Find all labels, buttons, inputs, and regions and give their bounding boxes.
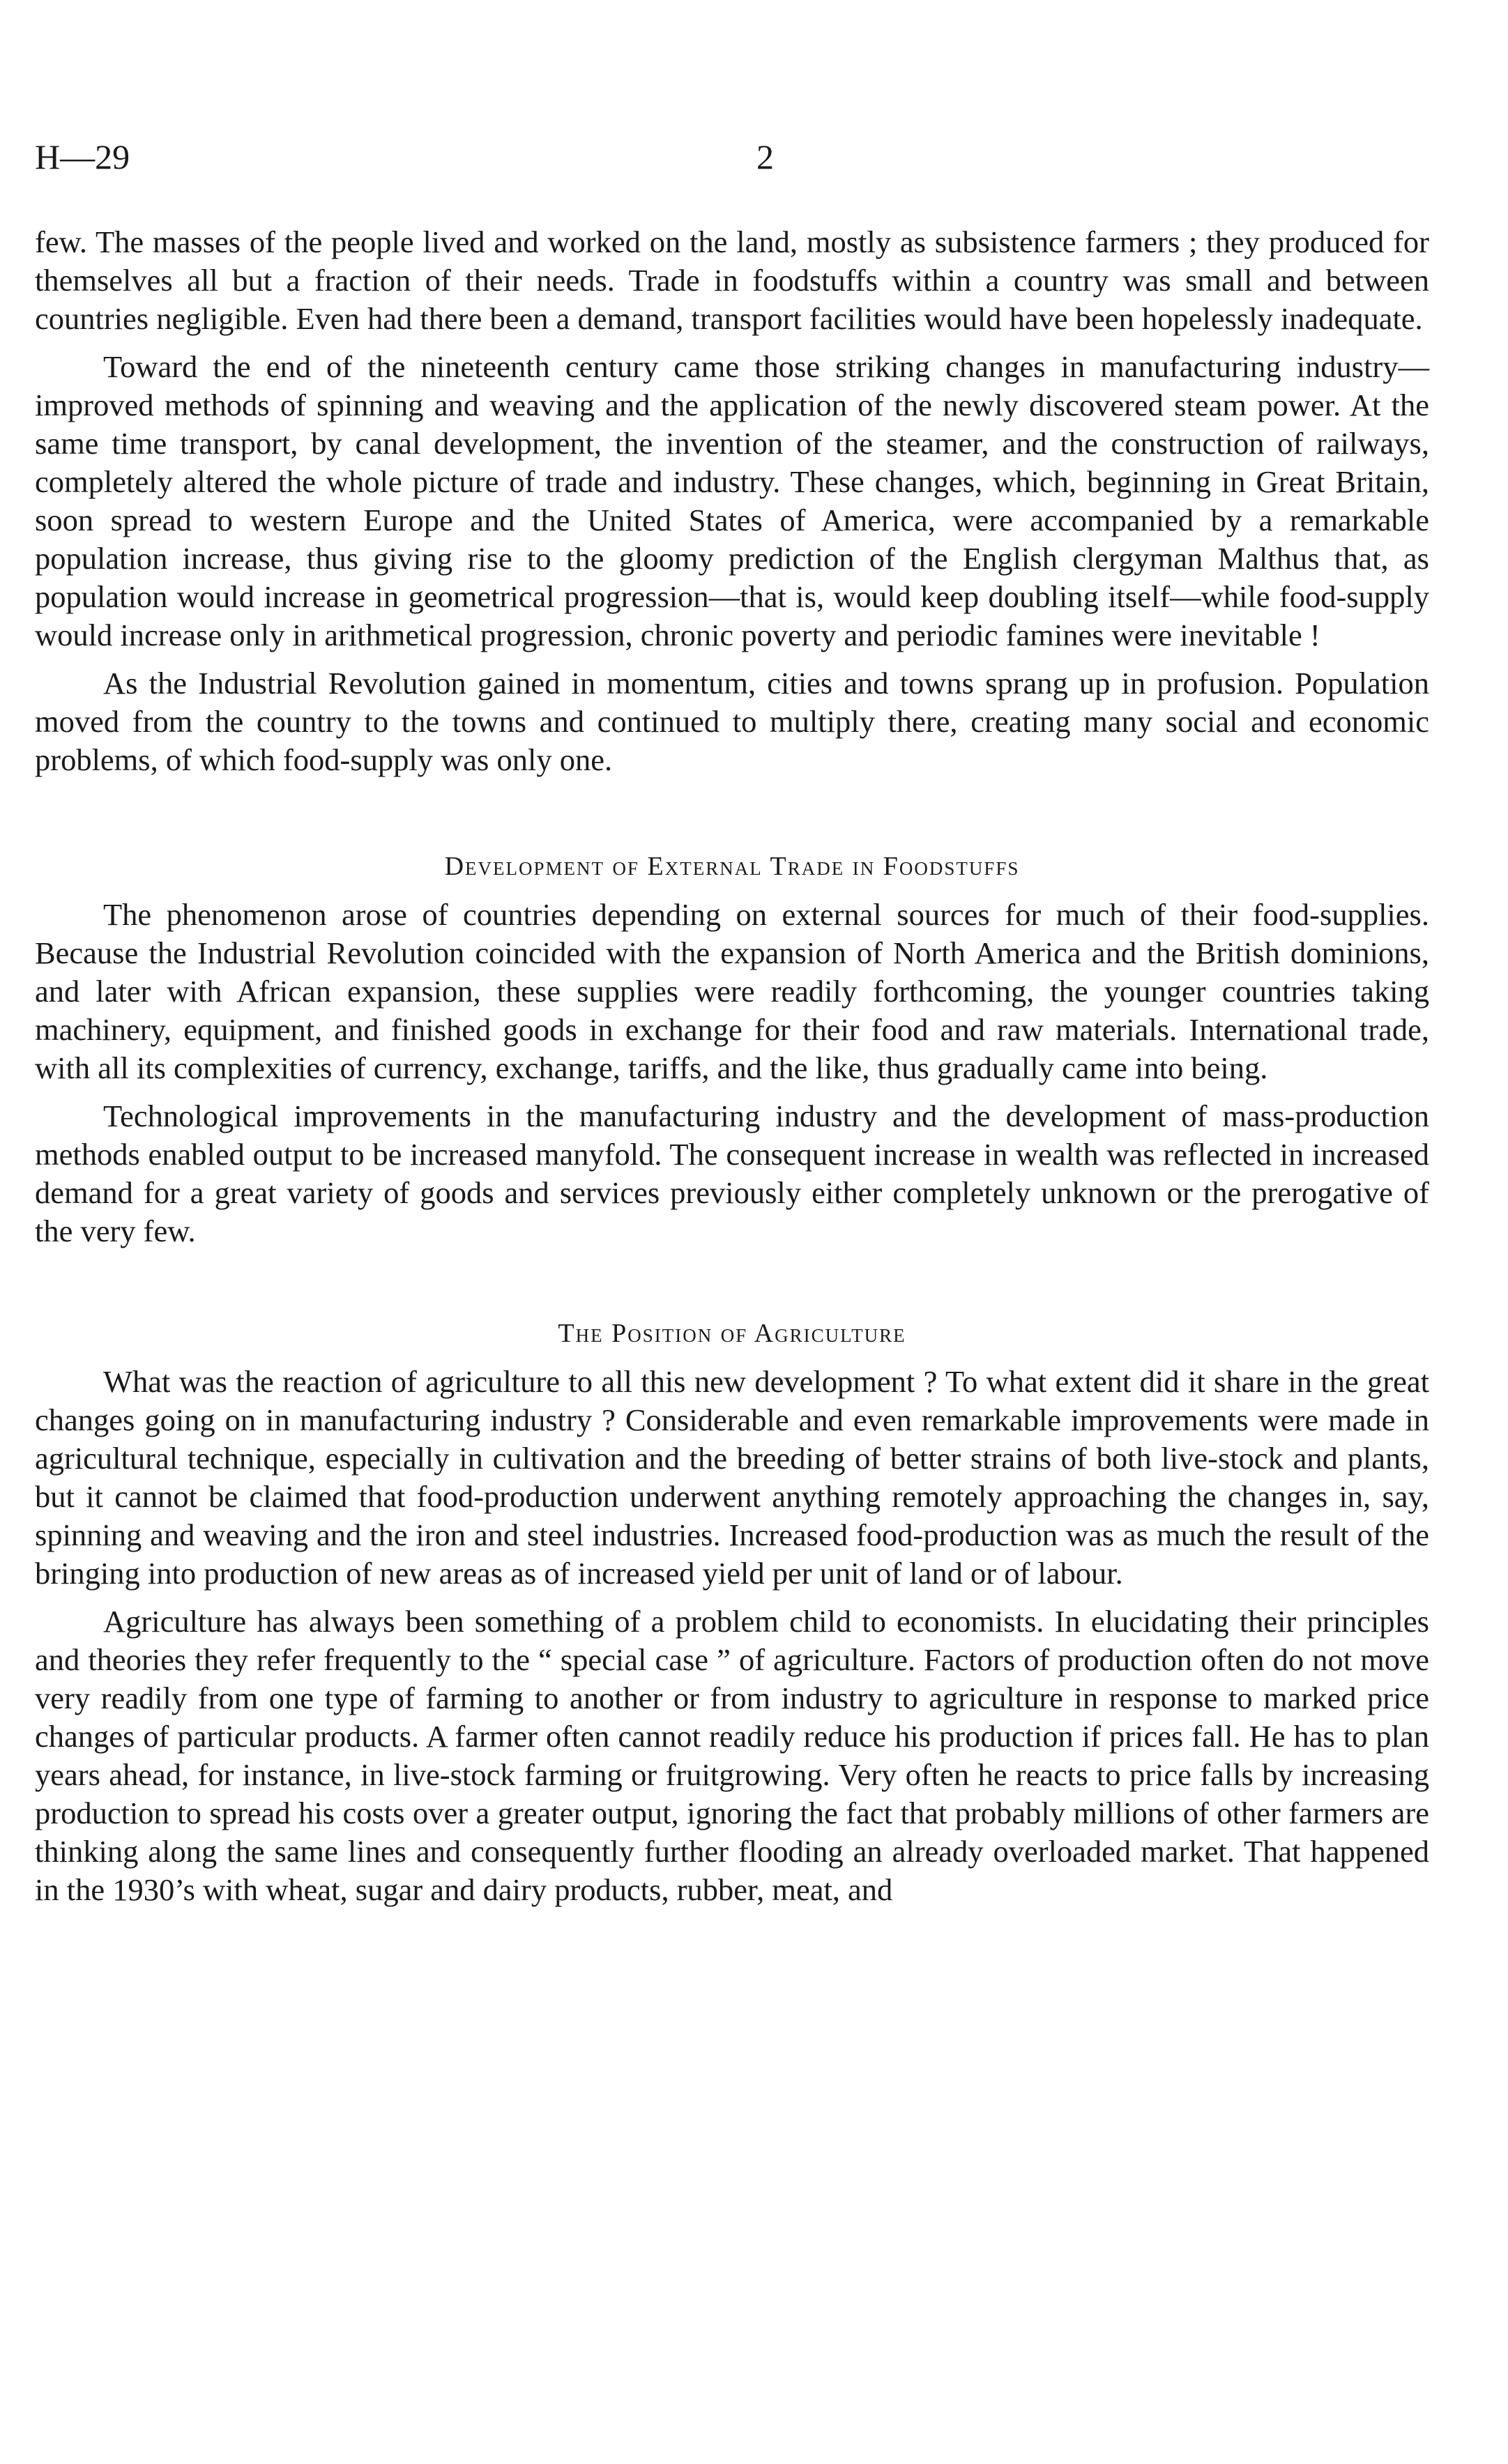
paragraph: Toward the end of the nineteenth century came those striking changes in manufacturing industry—improved methods of spinning and weaving and the application of the newly discovered steam power. At the same time transport, by canal development, the invention of the steamer, and the construction of railways, completely altered the whole picture of trade and industry. These changes, which, beginning in Great Britain, soon spread to western Europe and the United States of America, were accompanied by a remarkable population increase, thus giving rise to the gloomy prediction of the English clergyman Malthus that, as population would increase in geometrical progression—that is, would keep doubling itself—while food-supply would increase only in arithmetical progression, chronic poverty and periodic famines were inevitable !	[35, 349, 1429, 652]
document-page	[35, 0, 1429, 2464]
paragraph: Technological improvements in the manufacturing industry and the development of mass-production methods enabled output to be increased manyfold. The consequent increase in wealth was reflected in increased demand for a great variety of goods and services previously either completely unknown or the prerogative of the very few.	[35, 1099, 1429, 1248]
paragraph: few. The masses of the people lived and worked on the land, mostly as subsistence farmers ; they produced for themselves all but a fraction of their needs. Trade in foodstuffs within a country was small and between countries negligible. Even had there been a demand, transport facilities would have been hopelessly inadequate.	[35, 224, 1429, 336]
paragraph: As the Industrial Revolution gained in momentum, cities and towns sprang up in profusion. Population moved from the country to the towns and continued to multiply there, creating many social and economic problems, of which food-supply was only one.	[35, 666, 1429, 777]
paragraph: What was the reaction of agriculture to all this new development ? To what extent did it share in the great changes going on in manufacturing industry ? Considerable and even remarkable improvements were made in agricultural technique, especially in cultivation and the breeding of better strains of both live-stock and plants, but it cannot be claimed that food-production underwent anything remotely approaching the changes in, say, spinning and weaving and the iron and steel industries. Increased food-production was as much the result of the bringing into production of new areas as of increased yield per unit of land or of labour.	[35, 1364, 1429, 1591]
section-heading: Development of External Trade in Foodstuffs	[444, 852, 1020, 881]
document-reference: H—29	[35, 137, 130, 176]
paragraph: The phenomenon arose of countries depending on external sources for much of their food-supplies. Because the Industrial Revolution coincided with the expansion of North America and the British dominions, and later with African expansion, these supplies were readily forthcoming, the younger countries taking machinery, equipment, and finished goods in exchange for their food and raw materials. International trade, with all its complexities of currency, exchange, tariffs, and the like, thus gradually came into being.	[35, 897, 1429, 1085]
body-text	[35, 223, 1429, 1919]
page-number: 2	[756, 137, 774, 176]
section-heading: The Position of Agriculture	[558, 1319, 906, 1348]
paragraph: Agriculture has always been something of a problem child to economists. In elucidating their principles and theories they refer frequently to the “ special case ” of agriculture. Factors of production often do not move very readily from one type of farming to another or from industry to agriculture in response to marked price changes of particular products. A farmer often cannot readily reduce his production if prices fall. He has to plan years ahead, for instance, in live-stock farming or fruitgrowing. Very often he reacts to price falls by increasing production to spread his costs over a greater output, ignoring the fact that probably millions of other farmers are thinking along the same lines and consequently further flooding an already overloaded market. That happened in the 1930’s with wheat, sugar and dairy products, rubber, meat, and	[35, 1604, 1429, 1907]
page-header	[35, 137, 1429, 185]
